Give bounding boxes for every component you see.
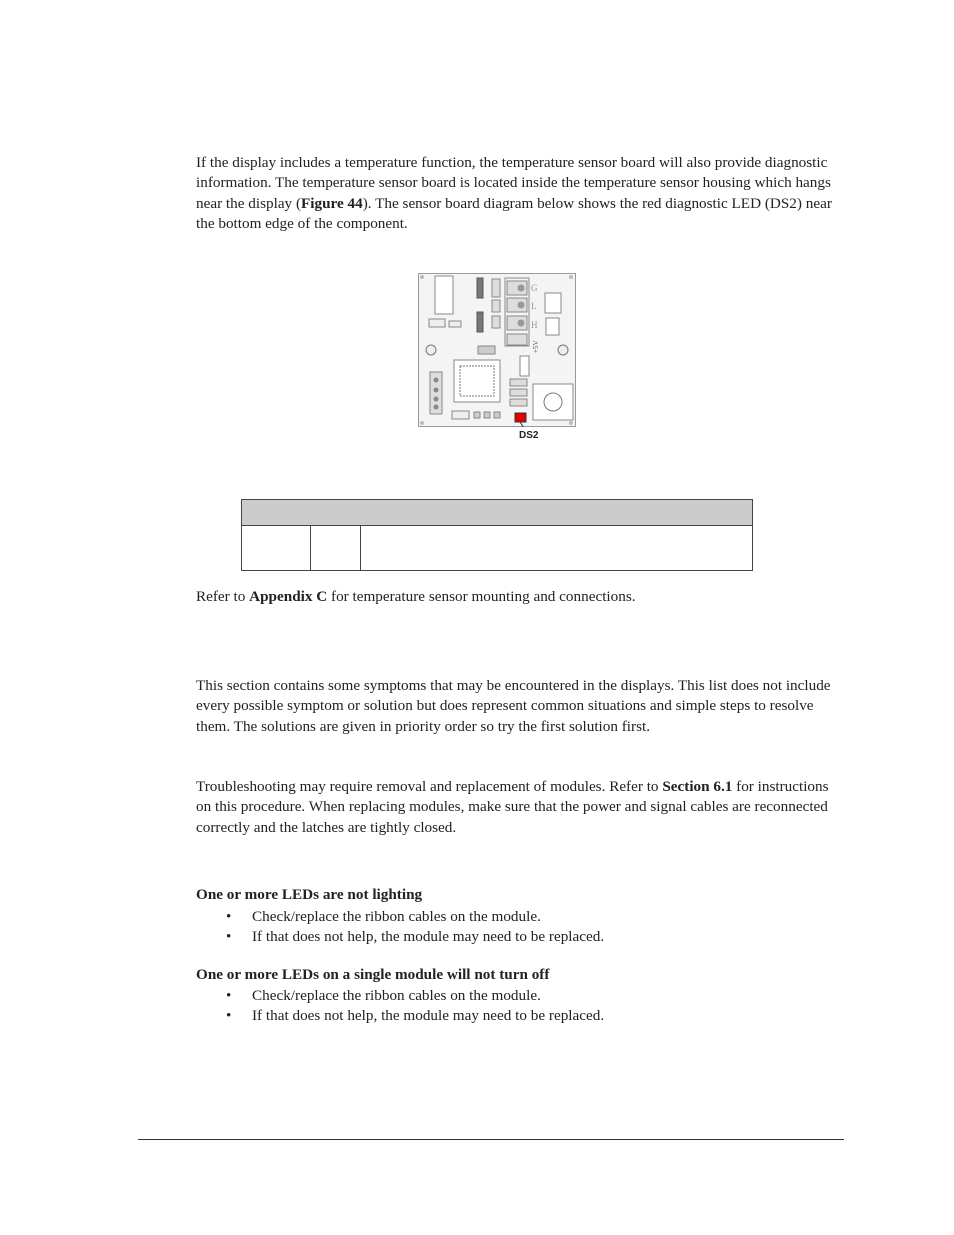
refer-text-1: Refer to [196, 588, 250, 605]
list-item-text: If that does not help, the module may need to be replaced. [252, 928, 605, 946]
intro-text-2: ). The sensor board diagram below shows the red diagnostic LED (DS2) near the bottom edge of the component. [196, 194, 832, 233]
table-column-divider [360, 526, 361, 570]
board-label-l: L [531, 301, 537, 311]
symptom-heading: One or more LEDs are not lighting [196, 886, 423, 903]
list-item-text: If that does not help, the module may need to be replaced. [252, 1007, 605, 1025]
list-item [196, 927, 604, 947]
board-label-5v: +5V [532, 340, 540, 353]
footer-rule [138, 1139, 844, 1140]
replacement-text-2: for instructions on this procedure. When replacing modules, make sure that the power and signal cables are reconnected correctly and the latches are tightly closed. [196, 778, 829, 836]
replacement-paragraph [196, 777, 846, 838]
board-label-h: H [531, 320, 538, 330]
table-column-divider [310, 526, 311, 570]
symptom-heading: One or more LEDs on a single module will not turn off [196, 966, 550, 983]
ds2-label: DS2 [519, 430, 539, 441]
list-item-text: Check/replace the ribbon cables on the module. [252, 987, 541, 1004]
figure-reference: Figure 44 [301, 194, 363, 212]
bullet-icon: • [226, 1007, 232, 1025]
intro-text-1: If the display includes a temperature function, the temperature sensor board will also provide diagnostic information. The temperature sensor board is located inside the temperature sensor housing which hangs near the display ( [196, 154, 831, 212]
diagnostic-table [241, 499, 753, 571]
section-intro-paragraph: This section contains some symptoms that may be encountered in the displays. This list does not include every possible symptom or solution but does represent common situations and simple steps to resolve them. The solutions are given in priority order so try the first solution first. [196, 677, 831, 735]
bullet-icon: • [226, 908, 232, 925]
intro-paragraph [196, 153, 846, 235]
list-item [196, 1006, 604, 1026]
appendix-link: Appendix C [249, 588, 328, 605]
replacement-text-1: Troubleshooting may require removal and replacement of modules. Refer to [196, 778, 663, 795]
symptom-solution-list [196, 986, 604, 1027]
table-header-row [242, 500, 752, 526]
section-reference: Section 6.1 [662, 778, 733, 795]
ds2-led [515, 413, 526, 422]
sensor-board-diagram [418, 273, 576, 427]
list-item [196, 907, 604, 927]
board-label-g: G [531, 283, 538, 293]
bullet-icon: • [226, 987, 232, 1004]
bullet-icon: • [226, 928, 232, 946]
symptom-solution-list [196, 907, 604, 948]
list-item-text: Check/replace the ribbon cables on the module. [252, 908, 541, 925]
refer-text-2: for temperature sensor mounting and connections. [327, 588, 636, 605]
list-item [196, 986, 604, 1006]
appendix-reference [196, 587, 846, 607]
